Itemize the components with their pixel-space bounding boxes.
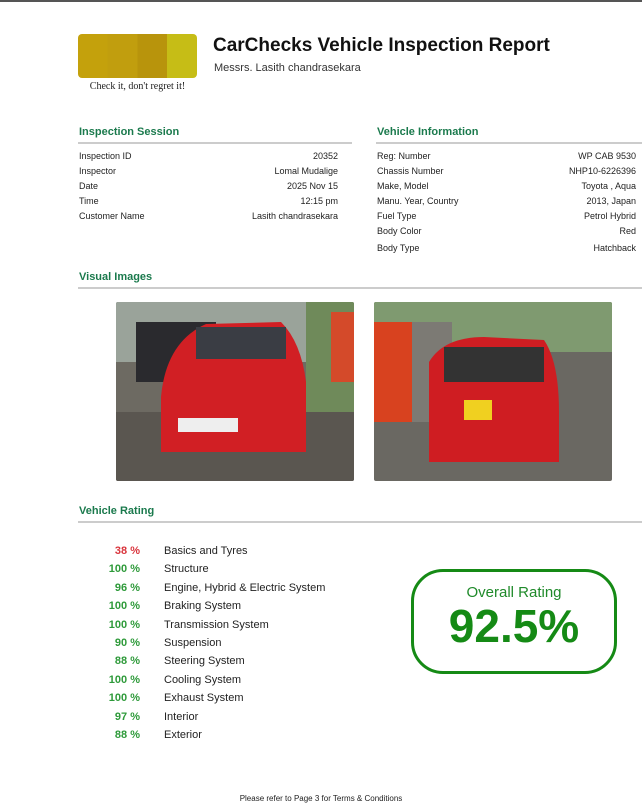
rating-percent: 90 % (114, 637, 140, 649)
rating-percent: 100 % (108, 563, 140, 576)
info-value: Red (619, 226, 636, 236)
rating-category: Transmission System (164, 618, 269, 631)
footer-note: Please refer to Page 3 for Terms & Conditions (239, 794, 403, 803)
rating-row (90, 545, 248, 557)
rating-percent: 38 % (114, 545, 140, 557)
rating-row (90, 674, 241, 686)
rating-percent: 97 % (114, 710, 140, 723)
rating-row (90, 600, 241, 612)
vehicle-rear-photo (374, 302, 612, 481)
info-label: Make, Model (377, 181, 429, 191)
rating-category: Steering System (164, 655, 245, 668)
info-row (377, 211, 636, 221)
info-label: Inspection ID (79, 151, 132, 161)
info-label: Reg: Number (377, 151, 431, 161)
rating-category: Structure (164, 563, 209, 576)
info-value: 2025 Nov 15 (286, 181, 338, 191)
rating-row (90, 582, 325, 594)
info-value: 2013, Japan (586, 196, 636, 206)
section-heading-inspection-session: Inspection Session (79, 126, 180, 138)
rating-percent: 88 % (114, 655, 140, 668)
info-value: NHP10-6226396 (568, 166, 636, 176)
rating-percent: 100 % (108, 673, 140, 686)
divider (376, 142, 642, 144)
info-row (79, 211, 338, 221)
info-row (79, 181, 338, 191)
rating-row (90, 655, 245, 667)
section-heading-visual-images: Visual Images (79, 271, 153, 283)
info-label: Chassis Number (377, 166, 444, 176)
rating-row (90, 619, 269, 631)
overall-rating-label: Overall Rating (466, 584, 562, 601)
divider (78, 287, 642, 289)
rating-row (90, 729, 202, 741)
divider (78, 142, 352, 144)
section-heading-vehicle-information: Vehicle Information (377, 126, 479, 138)
rating-row (90, 711, 198, 723)
rating-category: Cooling System (164, 673, 242, 686)
overall-rating-box (411, 569, 617, 674)
info-row (79, 151, 338, 161)
rating-percent: 100 % (108, 600, 140, 613)
info-label: Time (79, 196, 99, 206)
rating-category: Braking System (164, 600, 242, 613)
info-value: Hatchback (593, 243, 636, 253)
info-row (377, 166, 636, 176)
info-label: Body Color (377, 226, 422, 236)
info-row (377, 196, 636, 206)
info-value: 12:15 pm (300, 196, 338, 206)
info-label: Date (79, 181, 99, 191)
info-value: Lomal Mudalige (274, 166, 338, 176)
info-value: Petrol Hybrid (583, 211, 636, 221)
rating-category: Basics and Tyres (164, 545, 248, 557)
customer-salutation: Messrs. Lasith chandrasekara (214, 62, 361, 74)
info-row (79, 196, 338, 206)
company-logo (78, 34, 197, 78)
rating-row (90, 563, 209, 575)
info-row (377, 226, 636, 236)
rating-percent: 100 % (108, 692, 140, 705)
info-label: Fuel Type (377, 211, 417, 221)
info-row (377, 181, 636, 191)
info-row (79, 166, 338, 176)
logo-tagline: Check it, don't regret it! (89, 81, 186, 92)
section-heading-vehicle-rating: Vehicle Rating (79, 505, 155, 517)
info-label: Manu. Year, Country (377, 196, 459, 206)
divider (78, 521, 642, 523)
rating-row (90, 637, 222, 649)
report-title: CarChecks Vehicle Inspection Report (213, 35, 550, 56)
info-value: Toyota , Aqua (581, 181, 636, 191)
rating-category: Exterior (164, 729, 202, 741)
info-row (377, 151, 636, 161)
info-row (377, 243, 636, 253)
info-label: Inspector (79, 166, 117, 176)
info-value: WP CAB 9530 (578, 151, 636, 161)
info-value: 20352 (312, 151, 338, 161)
rating-category: Suspension (164, 637, 222, 649)
rating-percent: 100 % (108, 618, 140, 631)
info-label: Body Type (377, 243, 420, 253)
info-label: Customer Name (79, 211, 145, 221)
info-value: Lasith chandrasekara (251, 211, 338, 221)
rating-row (90, 692, 243, 704)
vehicle-front-photo (116, 302, 354, 481)
rating-percent: 88 % (114, 729, 140, 741)
rating-category: Engine, Hybrid & Electric System (164, 581, 326, 594)
rating-percent: 96 % (114, 581, 140, 594)
overall-rating-value: 92.5% (448, 600, 580, 652)
rating-category: Interior (164, 710, 199, 723)
rating-category: Exhaust System (164, 692, 244, 705)
